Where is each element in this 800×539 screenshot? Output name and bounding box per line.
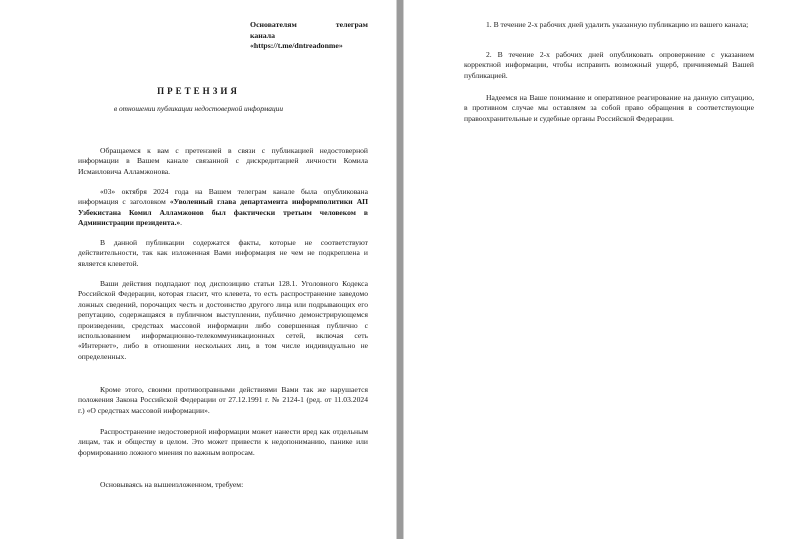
paragraph-demands-intro: Основываясь на вышеизложенном, требуем: [100,480,244,489]
addressee-line1-right: телеграм [335,20,368,29]
paragraph-media-law: Кроме этого, своими противоправными действиями Вами так же нарушается положения Закона Российской Федерации от 27.12.1991 г. № 2124-1 (ред. от 11.03.2024 г.) «О средствах массовой информации». [78,385,368,415]
closing-paragraph: Надеемся на Ваше понимание и оперативное реагирование на данную ситуацию, в противном случае мы оставляем за собой право обращения в соответствующие правоохранительные и судебные органы Российской Федерации. [464,93,754,123]
addressee-line1-left: Основателям [250,20,297,29]
document-page-right [403,0,800,539]
document-title: ПРЕТЕНЗИЯ [157,86,240,96]
addressee-block [250,20,368,52]
document-subtitle: в отношении публикации недостоверной информации [113,104,284,113]
paragraph-publication-date [78,187,368,229]
demand-item-1: 1. В течение 2-х рабочих дней удалить указанную публикацию из вашего канала; [486,20,749,29]
paragraph-publication-prefix: «03» октября 2024 года на Вашем телеграм канале была опубликована информация с заголовком [78,187,368,207]
demand-item-2: 2. В течение 2-х рабочих дней опубликовать опровержение с указанием корректной информации, чтобы исправить возможный ущерб, причиняемый Вашей публикацией. [464,50,754,80]
addressee-line3: «https://t.me/dntreadonme» [250,41,343,51]
paragraph-false-facts: В данной публикации содержатся факты, которые не соответствуют действительности, так как изложенная Вами информация не чем не подкреплена и является клеветой. [78,238,368,268]
paragraph-criminal-code: Ваши действия подпадают под диспозицию статьи 128.1. Уголовного Кодекса Российской Федерации, которая гласит, что клевета, то есть распространение заведомо ложных сведений, порочащих честь и достоинство другого лица или подрывающих его репутацию, содержащаяся в публичном выступлении, публично демонстрирующемся произведении, средствах массовой информации либо совершенная публично с использованием информационно-телекоммуникационных сетей, включая сеть «Интернет», либо в отношении нескольких лиц, в том числе индивидуально не определенных. [78,279,368,361]
paragraph-intro: Обращаемся к вам с претензией в связи с публикацией недостоверной информации в Вашем канале связанной с дискредитацией личности Комила Исмаиловича Алламжонова. [78,146,368,176]
document-page-left [0,0,397,539]
addressee-line2: канала [250,30,276,40]
paragraph-harm: Распространение недостоверной информации может нанести вред как отдельным лицам, так и обществу в целом. Это может привести к недопониманию, панике или формированию ложного мнения по важным вопросам. [78,427,368,457]
publication-headline: «Уволенный глава департамента информполитики АП Узбекистана Комил Алламжонов был фактически третьим человеком в Администрации президента.» [78,197,368,228]
paragraph-publication-suffix: . [180,218,183,228]
